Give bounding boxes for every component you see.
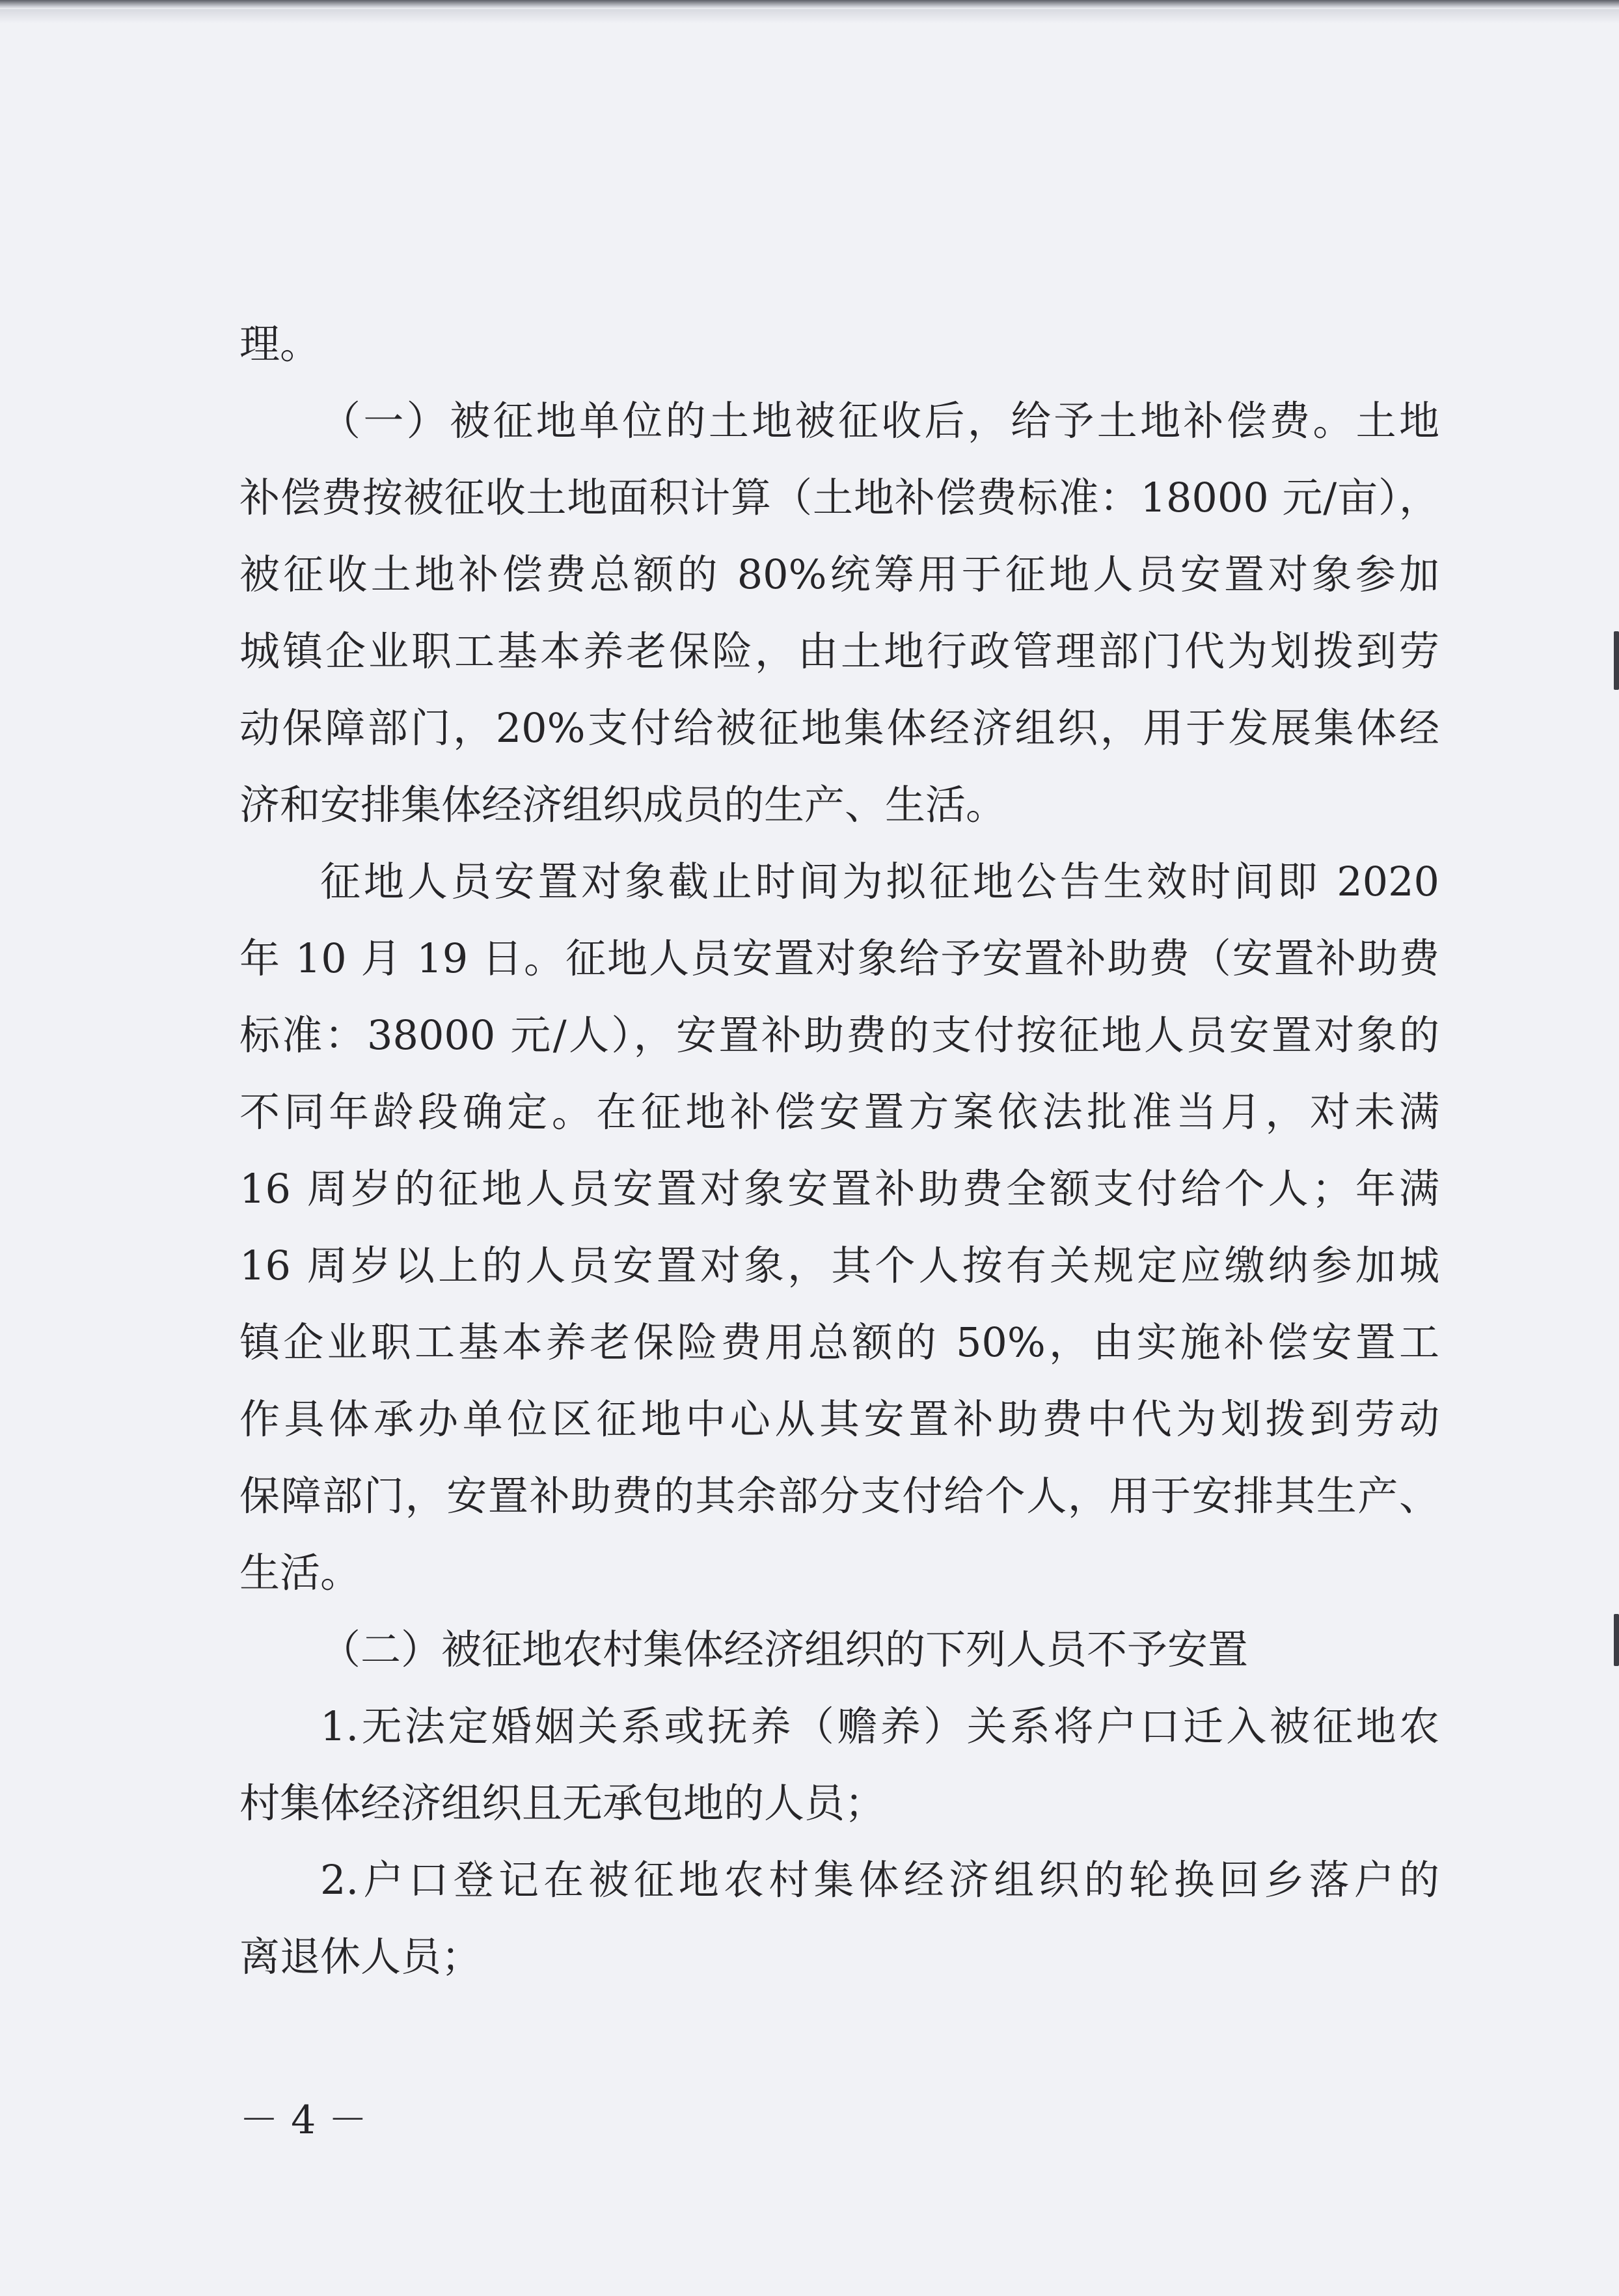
text-line: 作具体承办单位区征地中心从其安置补助费中代为划拨到劳动 [239,1395,1439,1443]
text-line: 理。 [239,320,321,368]
list-item-line: 2.户口登记在被征地农村集体经济组织的轮换回乡落户的 [320,1856,1439,1904]
text-line: 标准：38000 元/人），安置补助费的支付按征地人员安置对象的 [239,1011,1439,1059]
text-line: 被征收土地补偿费总额的 80%统筹用于征地人员安置对象参加 [239,551,1439,598]
binding-mark [1614,1614,1619,1666]
binding-mark [1614,631,1619,690]
document-body [239,306,1439,1995]
text-line: 生活。 [239,1549,361,1596]
page-number: － 4 － [239,2098,368,2143]
text-line: 补偿费按被征收土地面积计算（土地补偿费标准：18000 元/亩）， [239,474,1439,521]
text-line: 16 周岁以上的人员安置对象，其个人按有关规定应缴纳参加城 [239,1242,1439,1289]
list-item-line: 1.无法定婚姻关系或抚养（赡养）关系将户口迁入被征地农 [320,1702,1439,1750]
paragraph-heading-line: （一）被征地单位的土地被征收后，给予土地补偿费。土地 [320,397,1439,444]
scan-edge-top [0,0,1619,9]
text-line: 离退休人员； [239,1933,482,1980]
text-line: 保障部门，安置补助费的其余部分支付给个人，用于安排其生产、 [239,1472,1439,1520]
text-line: 不同年龄段确定。在征地补偿安置方案依法批准当月，对未满 [239,1088,1439,1136]
scan-edge-shadow [0,9,1619,23]
text-line: 村集体经济组织且无承包地的人员； [239,1779,886,1827]
paragraph-start-line: 征地人员安置对象截止时间为拟征地公告生效时间即 2020 [320,858,1439,905]
text-line: 年 10 月 19 日。征地人员安置对象给予安置补助费（安置补助费 [239,935,1439,982]
text-line: 16 周岁的征地人员安置对象安置补助费全额支付给个人；年满 [239,1165,1439,1212]
text-line: 动保障部门，20%支付给被征地集体经济组织，用于发展集体经 [239,704,1439,752]
text-line: 济和安排集体经济组织成员的生产、生活。 [239,781,1007,828]
text-line: 镇企业职工基本养老保险费用总额的 50%，由实施补偿安置工 [239,1319,1439,1366]
paragraph-heading-line: （二）被征地农村集体经济组织的下列人员不予安置 [320,1626,1249,1673]
text-line: 城镇企业职工基本养老保险，由土地行政管理部门代为划拨到劳 [239,627,1439,675]
